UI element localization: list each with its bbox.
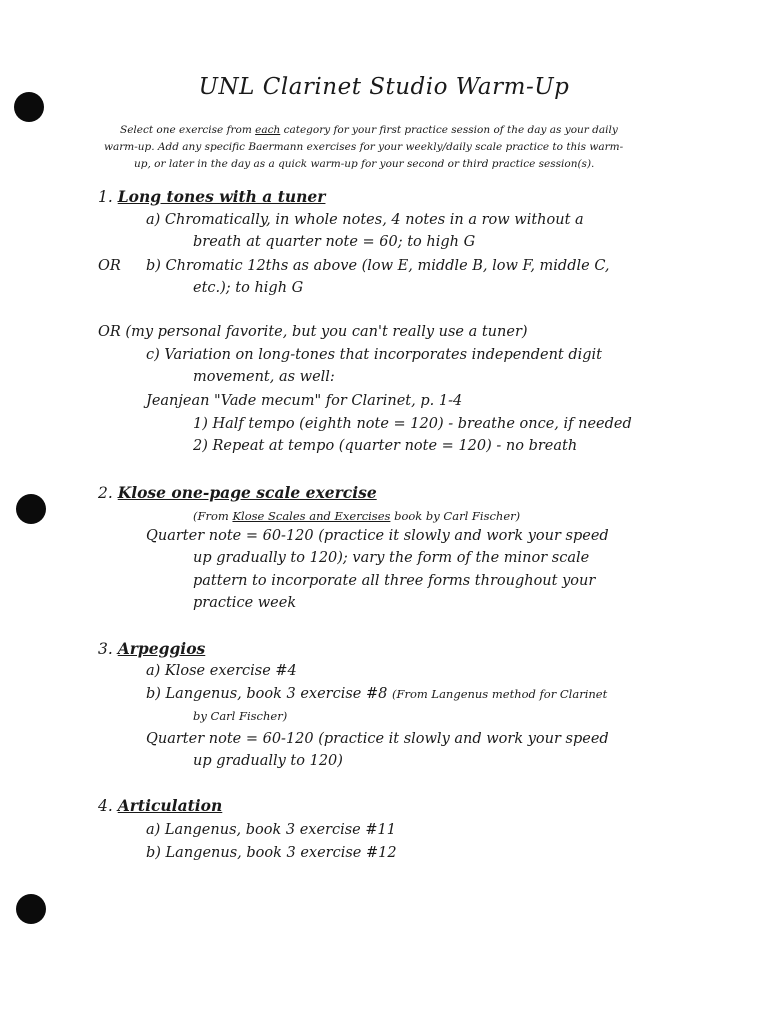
section-number: 4. — [98, 797, 113, 815]
page-title: UNL Clarinet Studio Warm-Up — [198, 74, 570, 100]
intro-text: Select one exercise from — [120, 124, 256, 136]
section-heading — [98, 796, 222, 815]
source-text: book by Carl Fischer) — [390, 509, 521, 523]
source-note: (From Langenus method for Clarinet — [391, 687, 608, 701]
intro-line-1 — [120, 124, 618, 136]
binder-hole-middle — [16, 494, 46, 524]
source-note — [193, 509, 520, 523]
intro-line-3: up, or later in the day as a quick warm-up for your second or third practice session(s). — [134, 158, 595, 170]
tempo-line-1: Quarter note = 60-120 (practice it slowly and work your speed — [146, 528, 609, 544]
exercise-c-line-2: movement, as well: — [193, 369, 335, 385]
section-heading — [98, 187, 325, 206]
intro-emphasis: each — [255, 124, 281, 136]
section-number: 2. — [98, 484, 113, 502]
intro-text: category for your first practice session of the day as your daily — [280, 124, 618, 136]
tempo-line-4: practice week — [193, 595, 297, 611]
exercise-c-line-1: c) Variation on long-tones that incorporates independent digit — [146, 347, 603, 363]
section-title: Long tones with a tuner — [117, 187, 326, 206]
exercise-a: a) Langenus, book 3 exercise #11 — [146, 822, 396, 838]
numbered-step-2: 2) Repeat at tempo (quarter note = 120) - no breath — [193, 438, 578, 454]
exercise-b-line-1: b) Chromatic 12ths as above (low E, middle B, low F, middle C, — [146, 258, 610, 274]
tempo-line-3: pattern to incorporate all three forms throughout your — [193, 573, 596, 589]
section-title: Klose one-page scale exercise — [117, 483, 377, 502]
or-favorite-line: OR (my personal favorite, but you can't really use a tuner) — [98, 324, 528, 340]
section-number: 1. — [98, 188, 113, 206]
exercise-b — [146, 686, 607, 702]
exercise-a: a) Klose exercise #4 — [146, 663, 297, 679]
exercise-a-line-2: breath at quarter note = 60; to high G — [193, 234, 476, 250]
tempo-line-2: up gradually to 120) — [193, 753, 343, 769]
exercise-b-text: b) Langenus, book 3 exercise #8 — [146, 686, 392, 702]
section-heading — [98, 639, 205, 658]
source-note-line-2: by Carl Fischer) — [193, 709, 288, 723]
intro-line-2: warm-up. Add any specific Baermann exercises for your weekly/daily scale practice to this warm- — [104, 141, 624, 153]
source-reference: Jeanjean "Vade mecum" for Clarinet, p. 1-4 — [146, 393, 463, 409]
tempo-line-2: up gradually to 120); vary the form of the minor scale — [193, 550, 590, 566]
exercise-a-line-1: a) Chromatically, in whole notes, 4 notes in a row without a — [146, 212, 584, 228]
numbered-step-1: 1) Half tempo (eighth note = 120) - breathe once, if needed — [193, 416, 632, 432]
book-title: Klose Scales and Exercises — [232, 509, 391, 523]
section-heading — [98, 483, 377, 502]
tempo-line-1: Quarter note = 60-120 (practice it slowly and work your speed — [146, 731, 609, 747]
section-title: Arpeggios — [117, 639, 206, 658]
source-text: (From — [193, 509, 233, 523]
binder-hole-bottom — [16, 894, 46, 924]
or-label: OR — [98, 258, 121, 274]
section-title: Articulation — [117, 796, 223, 815]
section-number: 3. — [98, 640, 113, 658]
exercise-b: b) Langenus, book 3 exercise #12 — [146, 845, 397, 861]
exercise-b-line-2: etc.); to high G — [193, 280, 304, 296]
